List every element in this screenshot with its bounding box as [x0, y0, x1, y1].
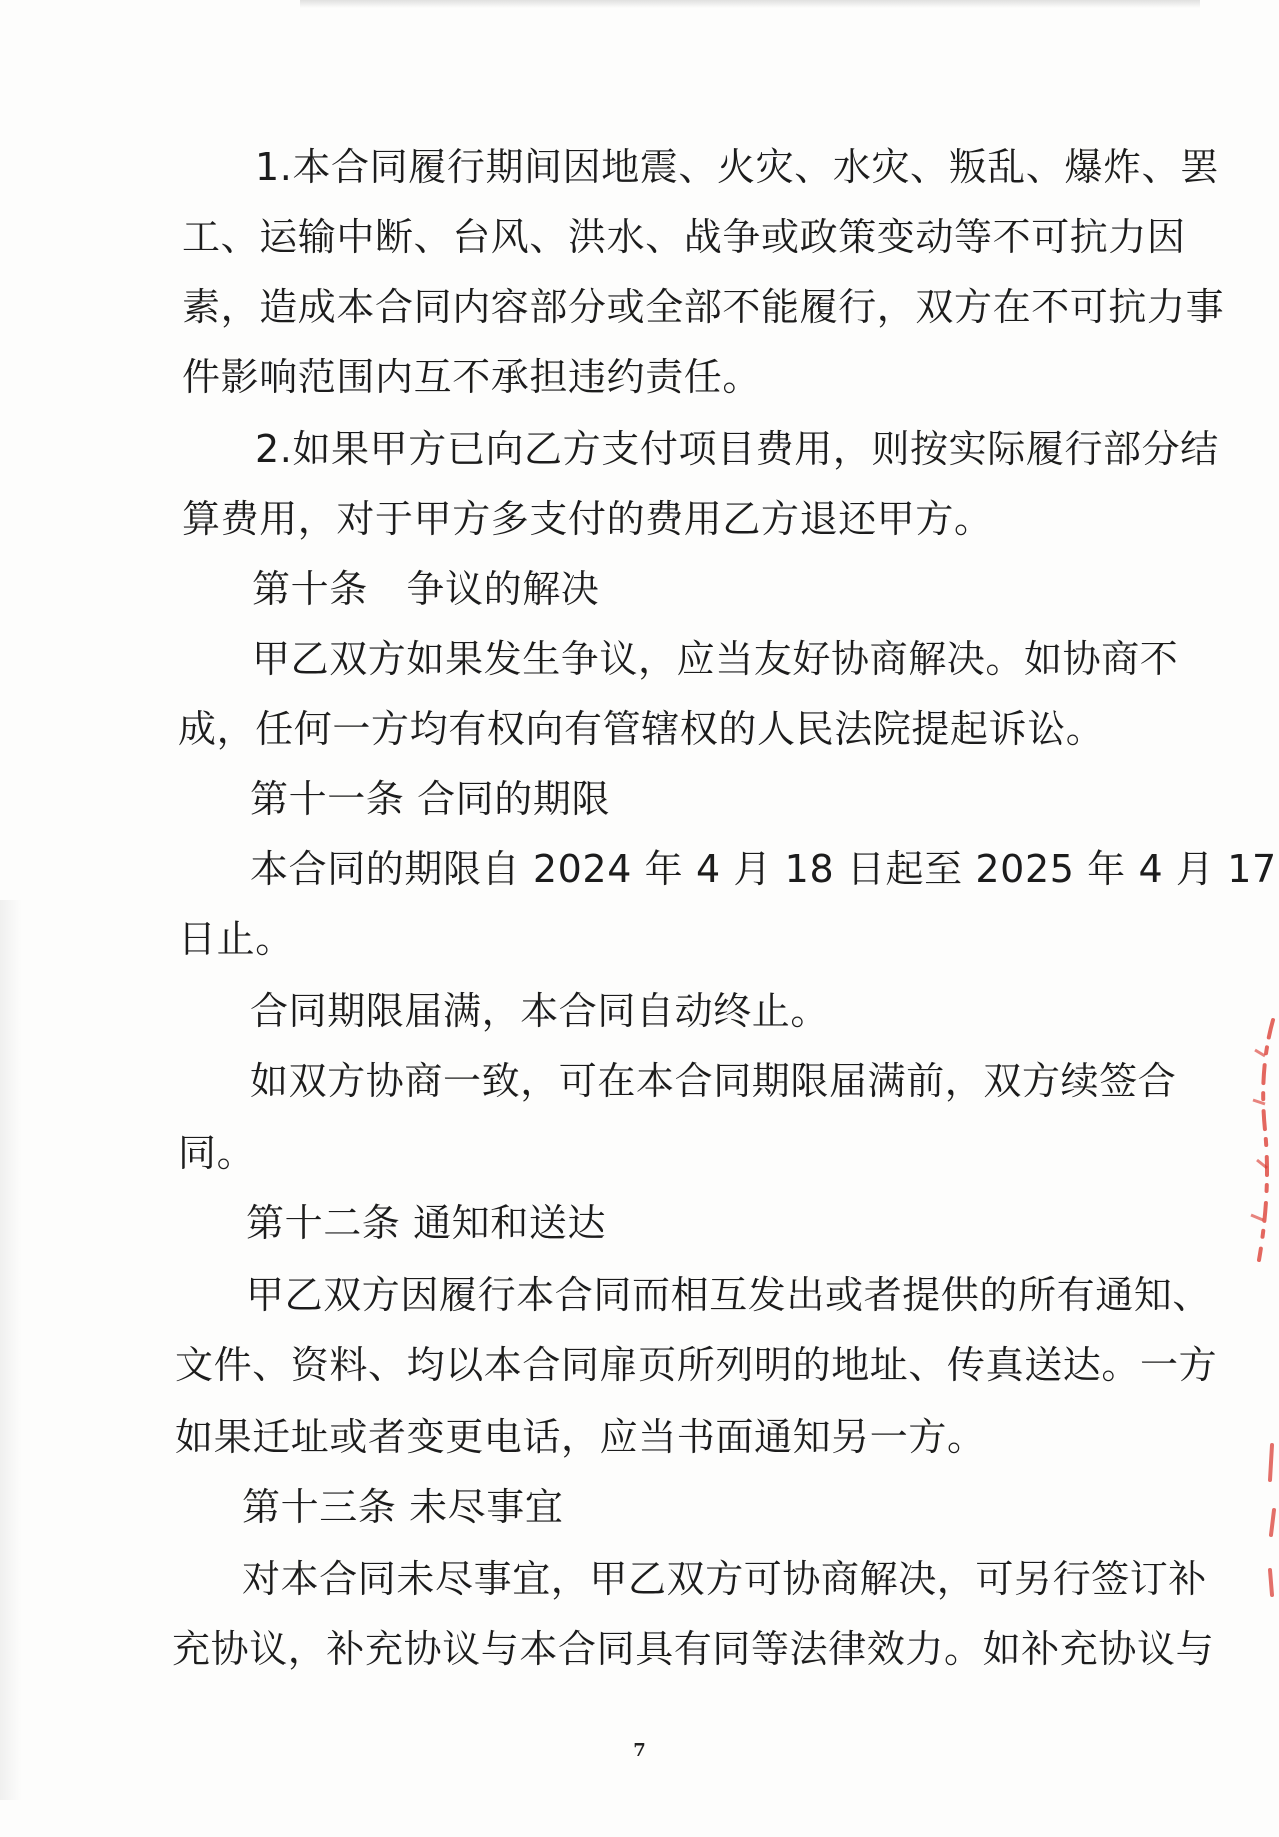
- seal-edge: [1245, 1010, 1279, 1270]
- clause-9-item-2-line-1: 2.如果甲方已向乙方支付项目费用，则按实际履行部分结: [255, 427, 1219, 471]
- clause-9-item-1-line-3: 素，造成本合同内容部分或全部不能履行，双方在不可抗力事: [182, 285, 1225, 329]
- clause-12-text-line-1: 甲乙双方因履行本合同而相互发出或者提供的所有通知、: [246, 1273, 1212, 1317]
- clause-11-text-line-2: 日止。: [178, 917, 294, 961]
- clause-12-heading: 第十二条 通知和送达: [246, 1201, 607, 1245]
- clause-9-item-1-line-2: 工、运输中断、台风、洪水、战争或政策变动等不可抗力因: [182, 215, 1186, 259]
- clause-12-text-line-3: 如果迁址或者变更电话，应当书面通知另一方。: [175, 1415, 986, 1459]
- scan-edge-shadow: [0, 900, 22, 1800]
- clause-9-item-2-line-2: 算费用，对于甲方多支付的费用乙方退还甲方。: [182, 497, 993, 541]
- clause-11-text-line-1: 本合同的期限自 2024 年 4 月 18 日起至 2025 年 4 月 17: [250, 847, 1277, 891]
- clause-11-termination: 合同期限届满，本合同自动终止。: [250, 989, 830, 1033]
- clause-11-heading: 第十一条 合同的期限: [250, 777, 611, 821]
- clause-10-text-line-1: 甲乙双方如果发生争议，应当友好协商解决。如协商不: [252, 637, 1179, 681]
- clause-11-renewal-line-2: 同。: [178, 1131, 256, 1175]
- clause-9-item-1-line-4: 件影响范围内互不承担违约责任。: [182, 355, 762, 399]
- clause-10-text-line-2: 成，任何一方均有权向有管辖权的人民法院提起诉讼。: [178, 707, 1105, 751]
- page-number: 7: [633, 1740, 646, 1761]
- clause-13-text-line-2: 充协议，补充协议与本合同具有同等法律效力。如补充协议与: [172, 1627, 1215, 1671]
- clause-11-renewal-line-1: 如双方协商一致，可在本合同期限届满前，双方续签合: [250, 1059, 1177, 1103]
- clause-9-item-1-line-1: 1.本合同履行期间因地震、火灾、水灾、叛乱、爆炸、罢: [255, 145, 1219, 189]
- scan-smudge: [300, 0, 1200, 8]
- clause-13-text-line-1: 对本合同未尽事宜，甲乙双方可协商解决，可另行签订补: [242, 1557, 1208, 1601]
- clause-10-heading: 第十条 争议的解决: [252, 567, 600, 611]
- clause-12-text-line-2: 文件、资料、均以本合同扉页所列明的地址、传真送达。一方: [175, 1343, 1218, 1387]
- clause-13-heading: 第十三条 未尽事宜: [242, 1485, 564, 1529]
- seal-edge-lower: [1258, 1440, 1278, 1600]
